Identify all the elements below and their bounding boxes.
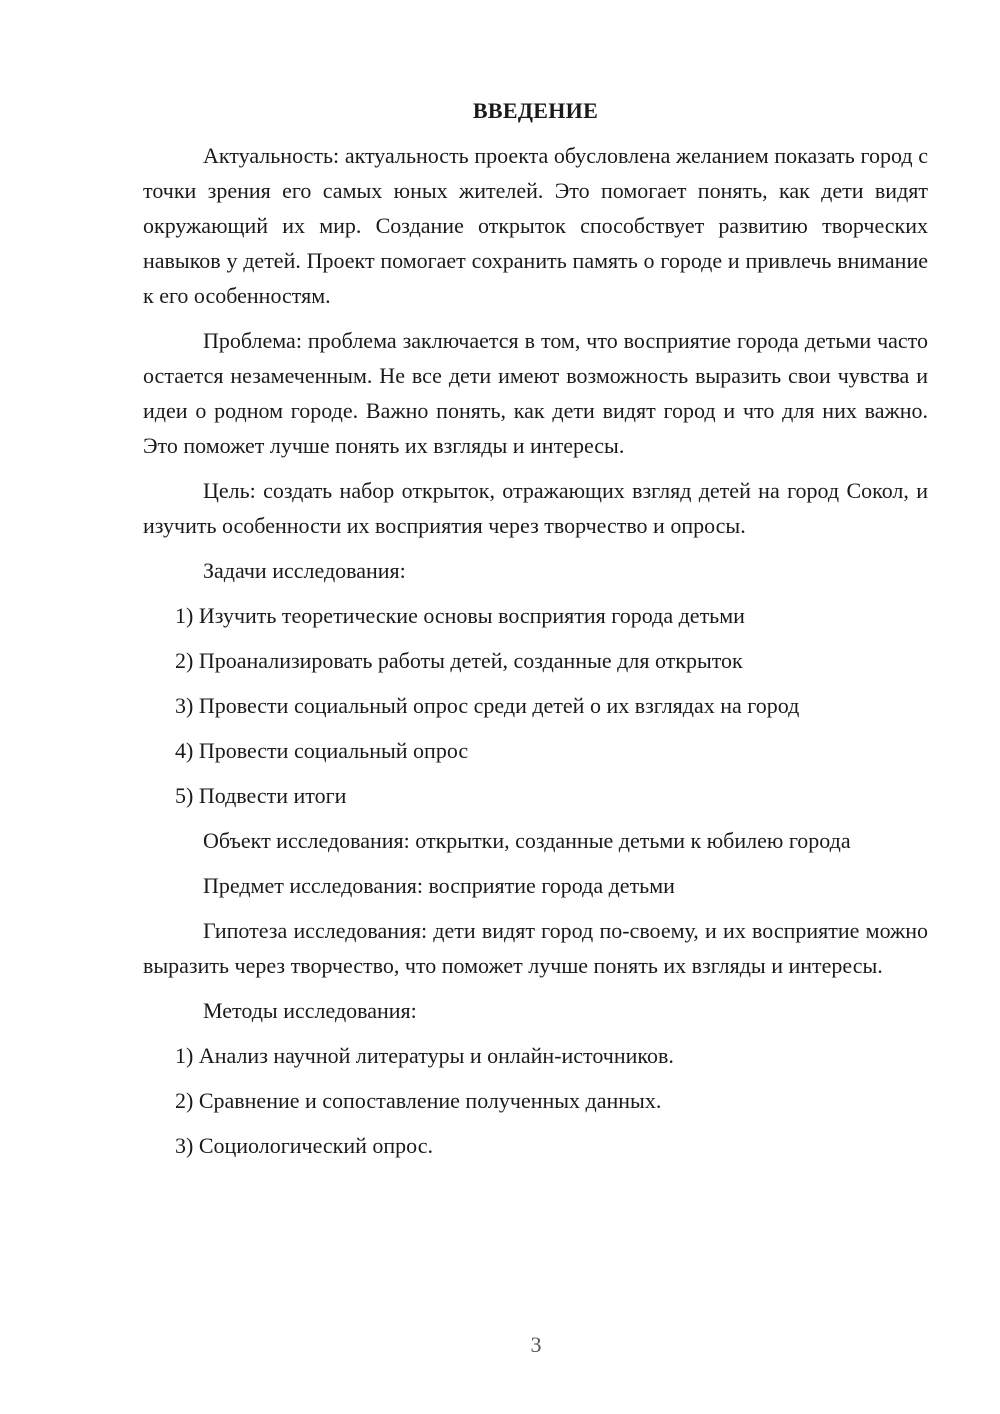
tasks-list [143,598,928,813]
object-paragraph: Объект исследования: открытки, созданные детьми к юбилею города [203,828,851,853]
goal-paragraph: Цель: создать набор открыток, отражающих взгляд детей на город Сокол, и изучить особенности их восприятия через творчество и опросы. [143,478,928,538]
page-number: 3 [530,1332,542,1357]
problem-paragraph: Проблема: проблема заключается в том, что восприятие города детьми часто остается незамеченным. Не все дети имеют возможность выразить свои чувства и идеи о родном городе. Важно понять, как дети видят город и что для них важно. Это поможет лучше понять их взгляды и интересы. [143,328,928,458]
list-item: 3) Провести социальный опрос среди детей о их взглядах на город [175,693,800,718]
tasks-heading: Задачи исследования: [203,558,406,583]
list-item: 2) Сравнение и сопоставление полученных данных. [175,1088,662,1113]
page-content [143,96,928,1173]
methods-list [143,1038,928,1163]
list-item: 3) Социологический опрос. [175,1133,433,1158]
subject-paragraph: Предмет исследования: восприятие города детьми [203,873,675,898]
list-item: 4) Провести социальный опрос [175,738,469,763]
section-title: ВВЕДЕНИЕ [472,98,599,123]
relevance-paragraph: Актуальность: актуальность проекта обусловлена желанием показать город с точки зрения его самых юных жителей. Это помогает понять, как дети видят окружающий их мир. Создание открыток способствует развитию творческих навыков у детей. Проект помогает сохранить память о городе и привлечь внимание к его особенностям. [143,143,928,308]
methods-heading: Методы исследования: [203,998,417,1023]
list-item: 1) Анализ научной литературы и онлайн-источников. [175,1043,674,1068]
hypothesis-paragraph: Гипотеза исследования: дети видят город по-своему, и их восприятие можно выразить через творчество, что поможет лучше понять их взгляды и интересы. [143,918,928,978]
list-item: 2) Проанализировать работы детей, созданные для открыток [175,648,743,673]
list-item: 5) Подвести итоги [175,783,347,808]
list-item: 1) Изучить теоретические основы восприятия города детьми [175,603,745,628]
